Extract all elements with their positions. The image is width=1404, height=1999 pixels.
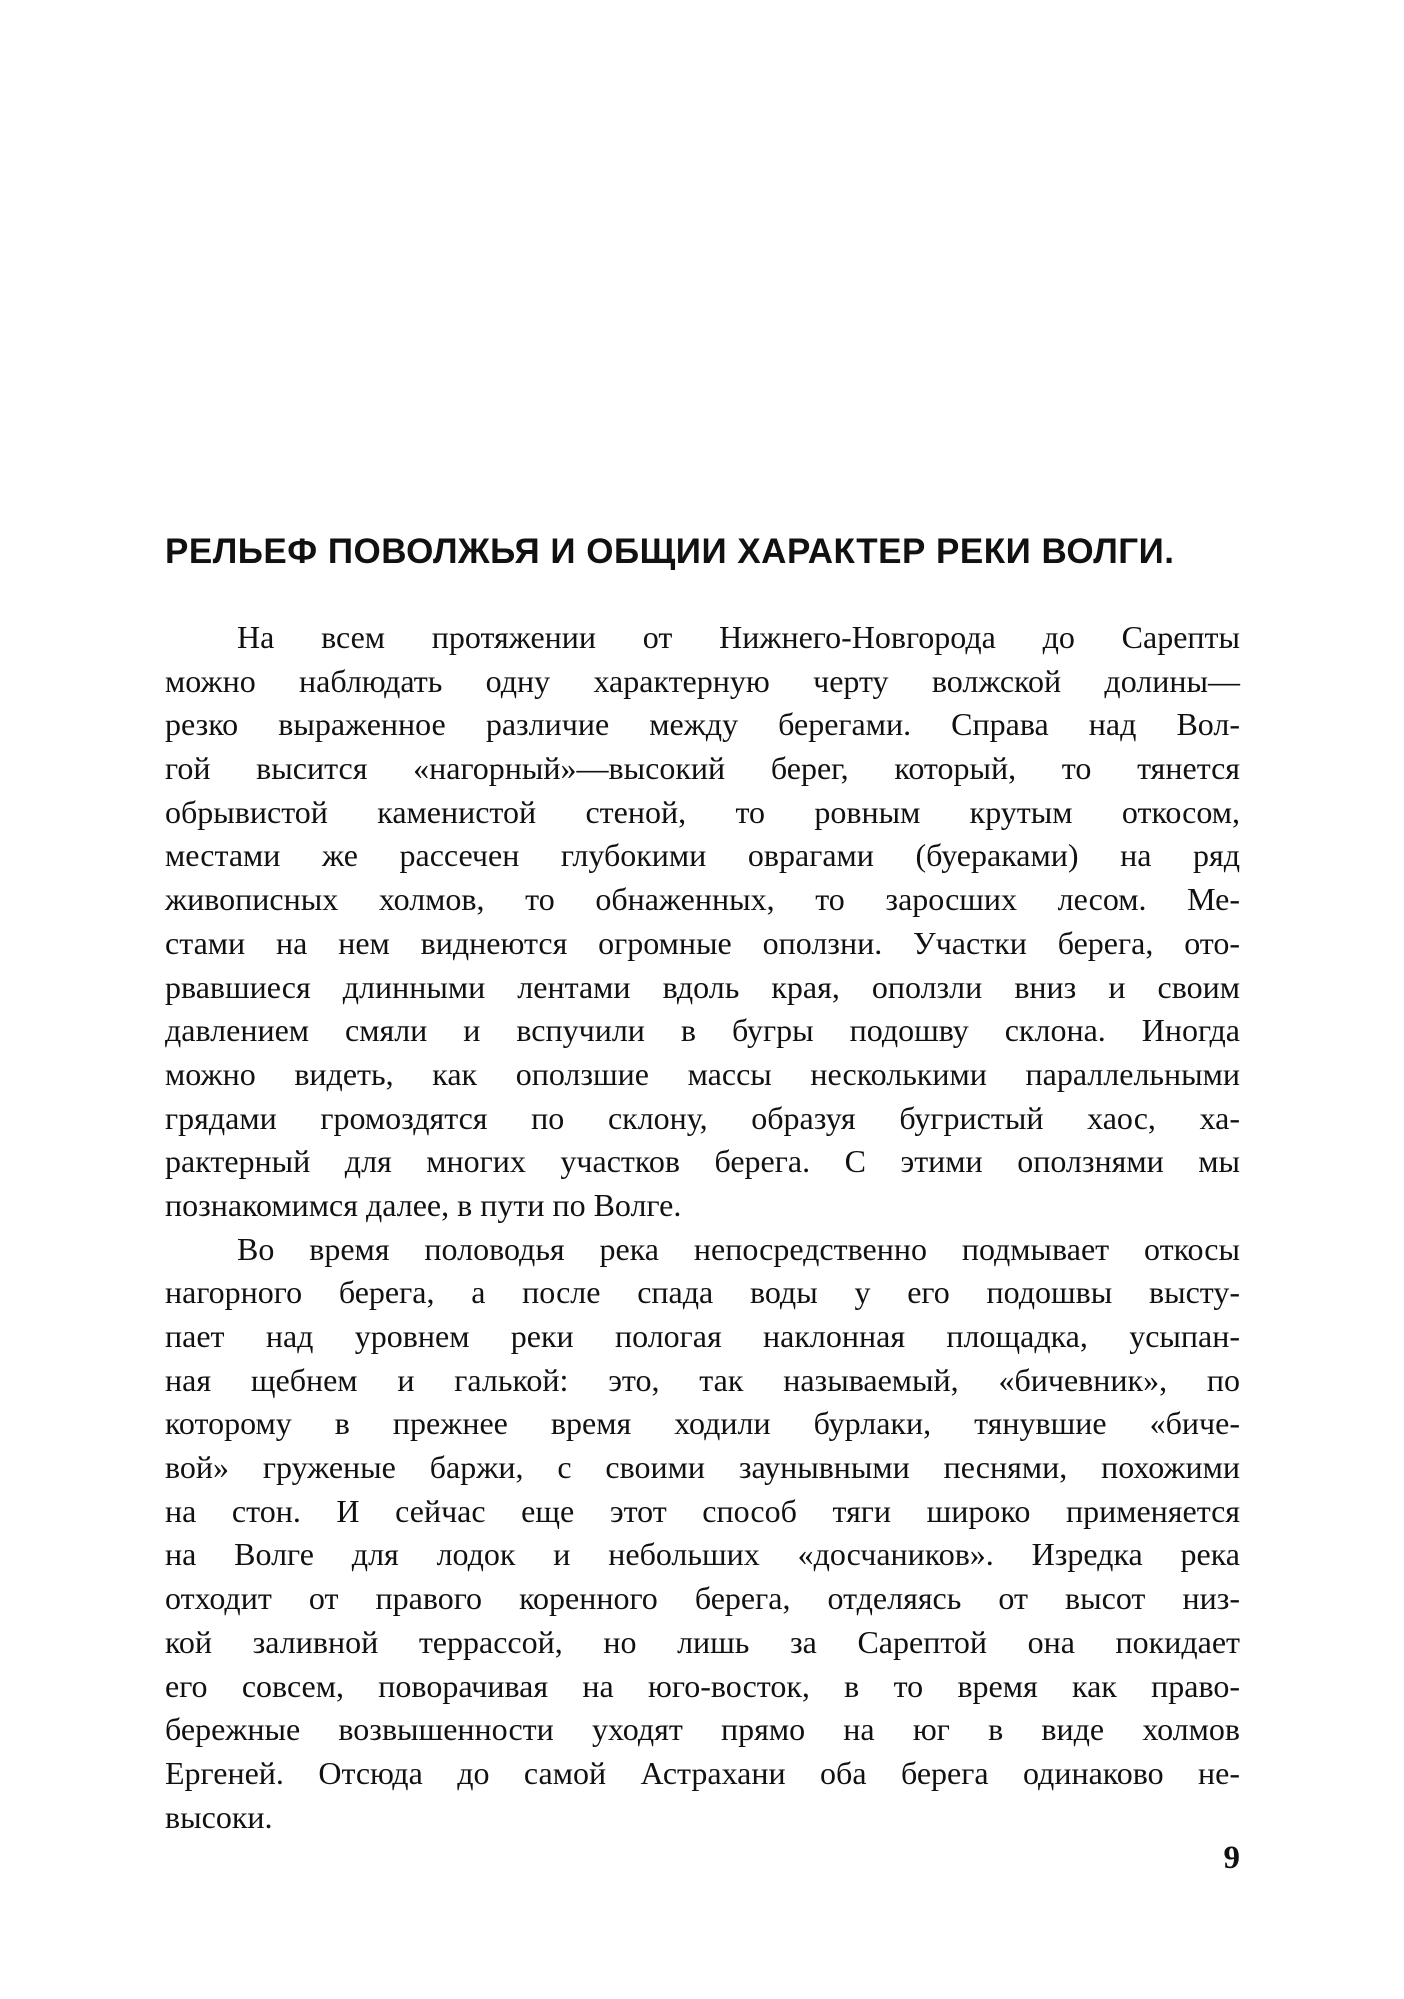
text-line: рвавшиеся длинными лентами вдоль края, оползли вниз и своим (165, 968, 1240, 1005)
section-heading: РЕЛЬЕФ ПОВОЛЖЬЯ И ОБЩИИ ХАРАКТЕР РЕКИ ВОЛГИ. (165, 532, 1175, 571)
text-line: его совсем, поворачивая на юго-восток, в то время как право- (165, 1667, 1240, 1704)
text-line: отходит от правого коренного берега, отделяясь от высот низ- (165, 1580, 1240, 1617)
text-line: Ергеней. Отсюда до самой Астрахани оба берега одинаково не- (165, 1754, 1240, 1791)
text-line: грядами громоздятся по склону, образуя бугристый хаос, ха- (165, 1099, 1240, 1136)
text-line: которому в прежнее время ходили бурлаки, тянувшие «биче- (165, 1405, 1240, 1442)
text-line: ная щебнем и галькой: это, так называемый, «бичевник», по (165, 1361, 1240, 1398)
text-line: стами на нем виднеются огромные оползни. Участки берега, ото- (165, 924, 1240, 961)
text-line: нагорного берега, а после спада воды у его подошвы высту- (165, 1274, 1240, 1311)
text-line: высоки. (165, 1798, 273, 1835)
text-line: вой» груженые баржи, с своими заунывными песнями, похожими (165, 1449, 1240, 1486)
text-line: живописных холмов, то обнаженных, то заросших лесом. Ме- (165, 881, 1240, 918)
text-line: пает над уровнем реки пологая наклонная площадка, усыпан- (165, 1318, 1240, 1354)
paragraph (165, 1228, 1240, 1840)
text-line: Во время половодья река непосредственно подмывает откосы (237, 1230, 1240, 1267)
text-line: давлением смяли и вспучили в бугры подошву склона. Иногда (165, 1012, 1240, 1049)
page-number: 9 (1223, 1840, 1240, 1876)
body-text (165, 616, 1240, 1839)
text-line: резко выраженное различие между берегами. Справа над Вол- (165, 706, 1240, 743)
text-line: рактерный для многих участков берега. С этими оползнями мы (165, 1143, 1240, 1180)
text-line: местами же рассечен глубокими оврагами (буераками) на ряд (165, 837, 1240, 874)
text-line: можно видеть, как оползшие массы несколькими параллельными (165, 1055, 1240, 1092)
text-line: кой заливной террассой, но лишь за Сарептой она покидает (165, 1623, 1240, 1660)
text-line: можно наблюдать одну характерную черту волжской долины— (165, 662, 1240, 699)
text-line: На всем протяжении от Нижнего-Новгорода до Сарепты (237, 619, 1240, 655)
text-line: познакомимся далее, в пути по Волге. (165, 1186, 682, 1223)
text-line: бережные возвышенности уходят прямо на юг в виде холмов (165, 1711, 1240, 1748)
text-line: гой высится «нагорный»—высокий берег, который, то тянется (165, 750, 1240, 787)
text-line: на стон. И сейчас еще этот способ тяги широко применяется (165, 1492, 1240, 1529)
text-line: на Волге для лодок и небольших «досчаников». Изредка река (165, 1536, 1240, 1573)
paragraph (165, 616, 1240, 1228)
text-line: обрывистой каменистой стеной, то ровным крутым откосом, (165, 793, 1240, 830)
